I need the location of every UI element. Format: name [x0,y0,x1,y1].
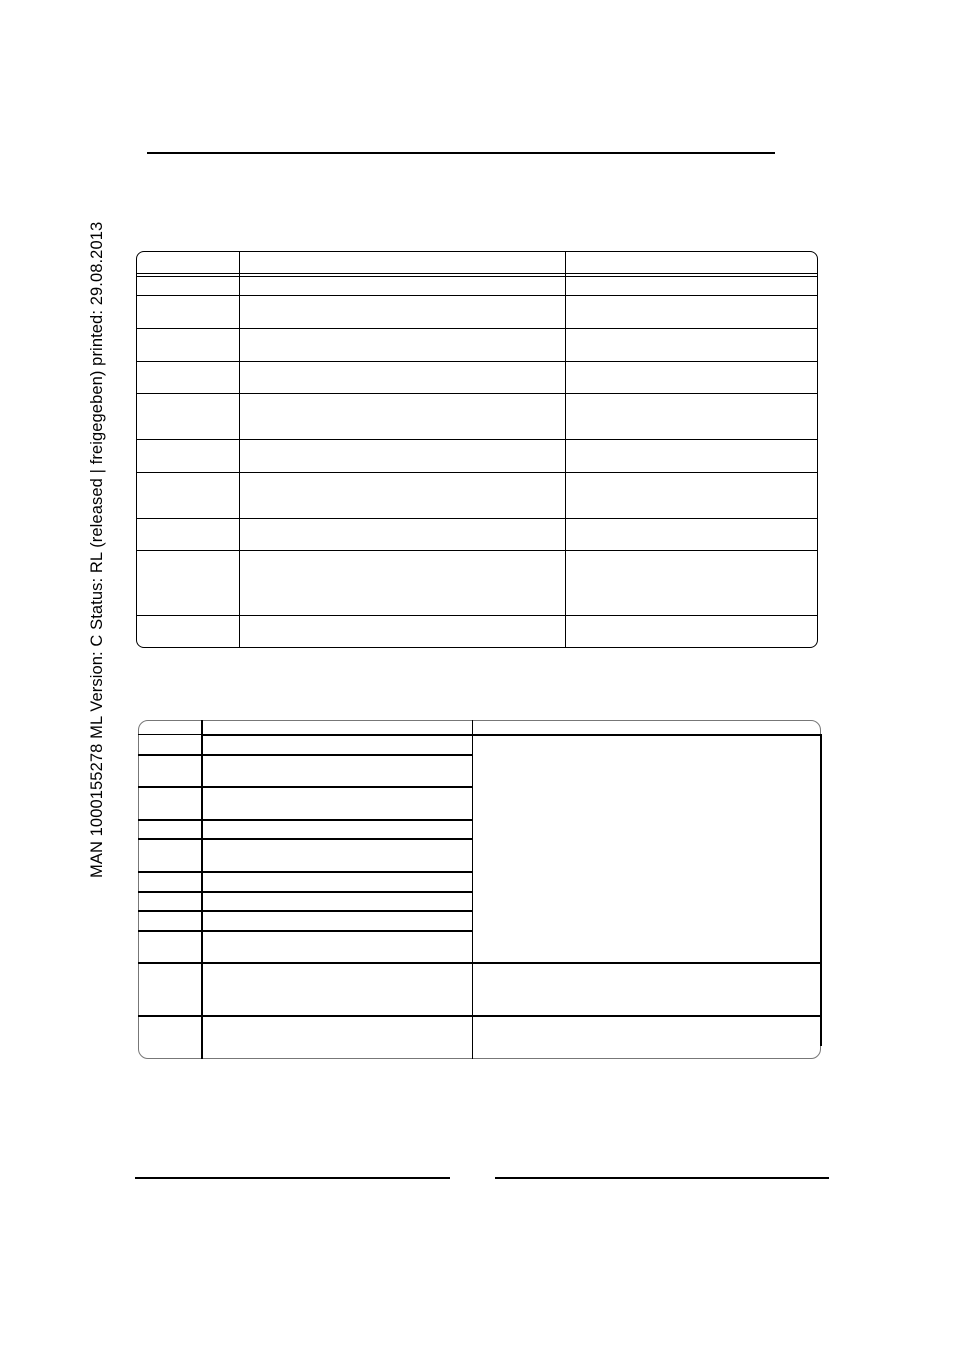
table-row-line [137,393,817,394]
table-lower-right-edge [820,734,822,1046]
table-row-line [138,819,473,821]
table-lower-frame [138,720,821,1059]
table-row-line [138,891,473,893]
table-upper-col-divider [565,252,566,647]
table-row-line [138,962,822,964]
top-rule [147,152,775,154]
table-row-line [138,910,473,912]
table-lower-header-line [202,734,822,736]
table-row-line [138,1015,822,1017]
table-row-line [137,615,817,616]
document-metadata-text: MAN 1000155278 ML Version: C Status: RL (released | freigegeben) printed: 29.08.2013 [88,221,106,878]
table-lower-header-line [138,734,202,735]
table-row-line [137,550,817,551]
table-row-line [138,930,473,932]
table-row-line [138,754,473,756]
table-lower-col-divider [472,720,473,1059]
table-upper [136,251,818,648]
table-row-line [137,361,817,362]
table-row-line [137,472,817,473]
table-row-line [137,295,817,296]
table-row-line [137,328,817,329]
table-upper-header-line [137,276,817,277]
table-row-line [137,439,817,440]
signature-line-left [135,1177,450,1179]
table-lower-col-divider [201,720,203,1059]
table-row-line [138,838,473,840]
table-lower [138,720,822,1060]
table-upper-header-line [137,273,817,274]
signature-line-right [495,1177,829,1179]
table-row-line [137,518,817,519]
table-row-line [138,786,473,788]
table-upper-col-divider [239,252,240,647]
table-row-line [138,871,473,873]
